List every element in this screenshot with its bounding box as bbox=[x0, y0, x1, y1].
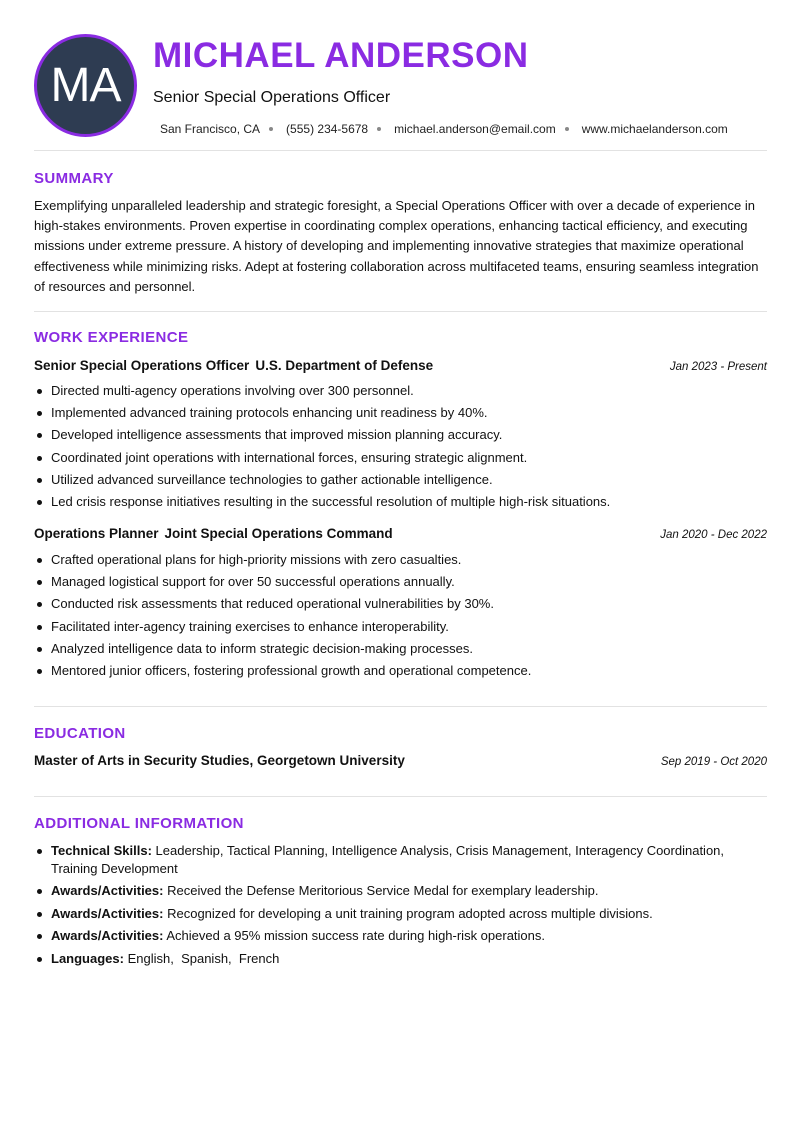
item-label: Technical Skills: bbox=[51, 843, 152, 858]
item-text: Leadership, Tactical Planning, Intelligence Analysis, Crisis Management, Interagency Coordination, Training Development bbox=[51, 843, 725, 876]
job-title-line bbox=[34, 358, 433, 373]
item-text: Received the Defense Meritorious Service Medal for exemplary leadership. bbox=[167, 883, 599, 899]
list-item: Developed intelligence assessments that improved mission planning accuracy. bbox=[34, 424, 767, 446]
list-item: Crafted operational plans for high-priority missions with zero casualties. bbox=[34, 549, 767, 571]
list-item bbox=[34, 950, 767, 968]
list-item: Facilitated inter-agency training exercises to enhance interoperability. bbox=[34, 616, 767, 638]
contact-phone[interactable]: (555) 234-5678 bbox=[286, 122, 369, 136]
job-title-line bbox=[34, 526, 393, 541]
job-dates: Jan 2023 - Present bbox=[669, 361, 767, 373]
item-label: Awards/Activities: bbox=[51, 883, 164, 899]
job-bullets bbox=[34, 549, 767, 682]
list-item: Mentored junior officers, fostering professional growth and operational competence. bbox=[34, 660, 767, 682]
candidate-title: Senior Special Operations Officer bbox=[153, 89, 391, 106]
list-item: Led crisis response initiatives resulting in the successful resolution of multiple high-risk situations. bbox=[34, 491, 767, 513]
section-divider bbox=[34, 311, 767, 312]
list-item: Coordinated joint operations with international forces, ensuring strategic alignment. bbox=[34, 447, 767, 469]
section-divider bbox=[34, 796, 767, 797]
item-text: Recognized for developing a unit training program adopted across multiple divisions. bbox=[167, 905, 653, 921]
list-item: Analyzed intelligence data to inform strategic decision-making processes. bbox=[34, 638, 767, 660]
languages-text: English, Spanish, French bbox=[127, 950, 280, 966]
additional-info-list bbox=[34, 842, 767, 972]
contact-website[interactable]: www.michaelanderson.com bbox=[581, 122, 728, 136]
list-item: Managed logistical support for over 50 successful operations annually. bbox=[34, 571, 767, 593]
list-item bbox=[34, 927, 767, 945]
job-title: Operations Planner bbox=[34, 526, 159, 541]
job-header bbox=[34, 526, 767, 541]
work-experience-heading: WORK EXPERIENCE bbox=[34, 329, 189, 346]
job-dates: Jan 2020 - Dec 2022 bbox=[660, 529, 767, 541]
item-label: Awards/Activities: bbox=[51, 905, 164, 921]
additional-info-heading: ADDITIONAL INFORMATION bbox=[34, 815, 244, 832]
job-company: Joint Special Operations Command bbox=[164, 526, 393, 541]
list-item: Utilized advanced surveillance technologies to gather actionable intelligence. bbox=[34, 469, 767, 491]
separator-dot bbox=[377, 127, 381, 131]
contact-location: San Francisco, CA bbox=[160, 122, 261, 136]
list-item: Implemented advanced training protocols enhancing unit readiness by 40%. bbox=[34, 402, 767, 424]
list-item bbox=[34, 882, 767, 900]
item-text: Achieved a 95% mission success rate during high-risk operations. bbox=[166, 928, 546, 944]
item-label: Awards/Activities: bbox=[51, 928, 164, 944]
summary-heading: SUMMARY bbox=[34, 170, 114, 187]
job-title: Senior Special Operations Officer bbox=[34, 358, 250, 373]
summary-text: Exemplifying unparalleled leadership and strategic foresight, a Special Operations Officer with over a decade of experience in high-stakes environments. Proven expertise in coordinating complex operations, enhancing tactical efficiency, and executing missions under extreme pressure. A history of developing and implementing innovative strategies that maximize operational effectiveness while minimizing risks. Adept at fostering collaboration across multifaceted teams, ensuring seamless integration of resources and personnel. bbox=[34, 198, 759, 294]
list-item bbox=[34, 842, 767, 878]
list-item bbox=[34, 905, 767, 923]
degree: Master of Arts in Security Studies, Georgetown University bbox=[34, 753, 405, 768]
section-divider bbox=[34, 706, 767, 707]
separator-dot bbox=[565, 127, 569, 131]
languages-label: Languages: bbox=[51, 950, 124, 966]
job-header bbox=[34, 358, 767, 373]
job-company: U.S. Department of Defense bbox=[255, 358, 434, 373]
education-entry bbox=[34, 753, 767, 768]
contact-bar bbox=[160, 121, 728, 137]
job-bullets bbox=[34, 380, 767, 513]
candidate-name: MICHAEL ANDERSON bbox=[153, 36, 529, 75]
resume-header bbox=[0, 0, 800, 150]
avatar: MA bbox=[34, 34, 137, 137]
education-heading: EDUCATION bbox=[34, 725, 126, 742]
section-divider bbox=[34, 150, 767, 151]
list-item: Directed multi-agency operations involving over 300 personnel. bbox=[34, 380, 767, 402]
contact-email[interactable]: michael.anderson@email.com bbox=[394, 122, 556, 136]
list-item: Conducted risk assessments that reduced operational vulnerabilities by 30%. bbox=[34, 593, 767, 615]
separator-dot bbox=[269, 127, 273, 131]
education-dates: Sep 2019 - Oct 2020 bbox=[660, 756, 767, 768]
